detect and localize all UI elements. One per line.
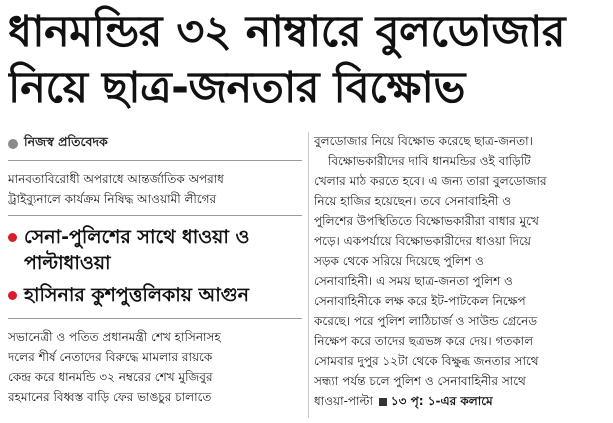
highlight-item <box>8 224 302 276</box>
left-intro-paragraph <box>8 169 302 209</box>
highlights-box <box>8 215 302 319</box>
text-line: সভানেত্রী ও পতিত প্রধানমন্ত্রী শেখ হাসিনাসহ <box>8 330 221 344</box>
text-line: মানবতাবিরোধী অপরাধে আন্তর্জাতিক অপরাধ <box>8 172 224 186</box>
continuation-note[interactable] <box>377 394 493 408</box>
red-bullet-icon <box>8 291 17 300</box>
right-column <box>314 131 606 421</box>
text-line: নিয়ে হাজির হয়েছেন। তবে সেনাবাহিনী ও <box>314 194 512 208</box>
text-line: কেন্দ্র করে ধানমন্ডি ৩২ নম্বরের শেখ মুজিবুর <box>8 370 213 384</box>
text-line: দলের শীর্ষ নেতাদের বিরুদ্ধে মামলার রায়কে <box>8 350 213 364</box>
byline <box>8 134 302 154</box>
highlight-line: সেনা-পুলিশের সাথে ধাওয়া ও <box>24 226 250 248</box>
byline-text: নিজস্ব প্রতিবেদক <box>24 134 108 149</box>
red-bullet-icon <box>8 233 17 242</box>
headline-line-2: নিয়ে ছাত্র-জনতার বিক্ষোভ <box>8 63 465 113</box>
headline-line-1: ধানমন্ডির ৩২ নাম্বারে বুলডোজার <box>8 7 566 57</box>
text-line: সেনাবাহিনী। এ সময় ছাত্র-জনতা পুলিশ ও <box>314 274 513 288</box>
text-line: সোমবার দুপুর ১২টা থেকে বিক্ষুব্ধ জনতার সাথে <box>314 354 539 368</box>
text-line: রহমানের বিধ্বস্ত বাড়ি ফের ভাঙচুর চালাতে <box>8 390 212 404</box>
text-line: করেছে। পরে পুলিশ লাঠিচার্জ ও সাউন্ড গ্রেনেড <box>314 314 538 328</box>
byline-dot-icon <box>8 139 18 149</box>
text-line: সন্ধ্যা পর্যন্ত চলে পুলিশ ও সেনাবাহিনীর সাথে <box>314 374 526 388</box>
text-line: বিক্ষোভকারীদের দাবি ধানমন্ডির ওই বাড়িটি <box>328 154 531 168</box>
text-line-last <box>314 391 606 411</box>
highlight-line: পাল্টাধাওয়া <box>24 252 111 274</box>
text-line: নিক্ষেপ করে তাদের ছত্রভঙ্গ করে দেয়। গতকাল <box>314 334 534 348</box>
square-bullet-icon <box>379 398 387 406</box>
text-line: ট্রাইব্যুনালে কার্যক্রম নিষিদ্ধ আওয়ামী লীগের <box>8 192 217 206</box>
byline-divider <box>8 160 302 161</box>
headline <box>8 4 606 116</box>
highlight-item <box>8 282 302 308</box>
last-line-text: ধাওয়া-পাল্টা <box>314 394 373 408</box>
text-line: সড়ক থেকে সরিয়ে দিয়েছে পুলিশ ও <box>314 254 484 268</box>
text-line: বুলডোজার নিয়ে বিক্ষোভ করেছে ছাত্র-জনতা। <box>314 134 533 148</box>
text-line: সেনাবাহিনীকে লক্ষ করে ইট-পাটকেল নিক্ষেপ <box>314 294 526 308</box>
left-body-paragraph <box>8 327 302 407</box>
text-line: পড়ে। একপর্যায়ে বিক্ষোভকারীদের ধাওয়া দিয়ে <box>314 234 531 248</box>
left-column <box>8 134 302 419</box>
text-line: খেলার মাঠ করতে হবে। এ জন্য তারা বুলডোজার <box>314 174 547 188</box>
highlight-line: হাসিনার কুশপুত্তলিকায় আগুন <box>24 284 249 306</box>
continuation-text: ১৩ পৃ: ১-এর কলামে <box>390 394 493 408</box>
text-line: পুলিশের উপস্থিতিতে বিক্ষোভকারীরা বাধার মুখে <box>314 214 539 228</box>
right-body-paragraph <box>314 131 606 411</box>
column-divider <box>308 132 309 418</box>
